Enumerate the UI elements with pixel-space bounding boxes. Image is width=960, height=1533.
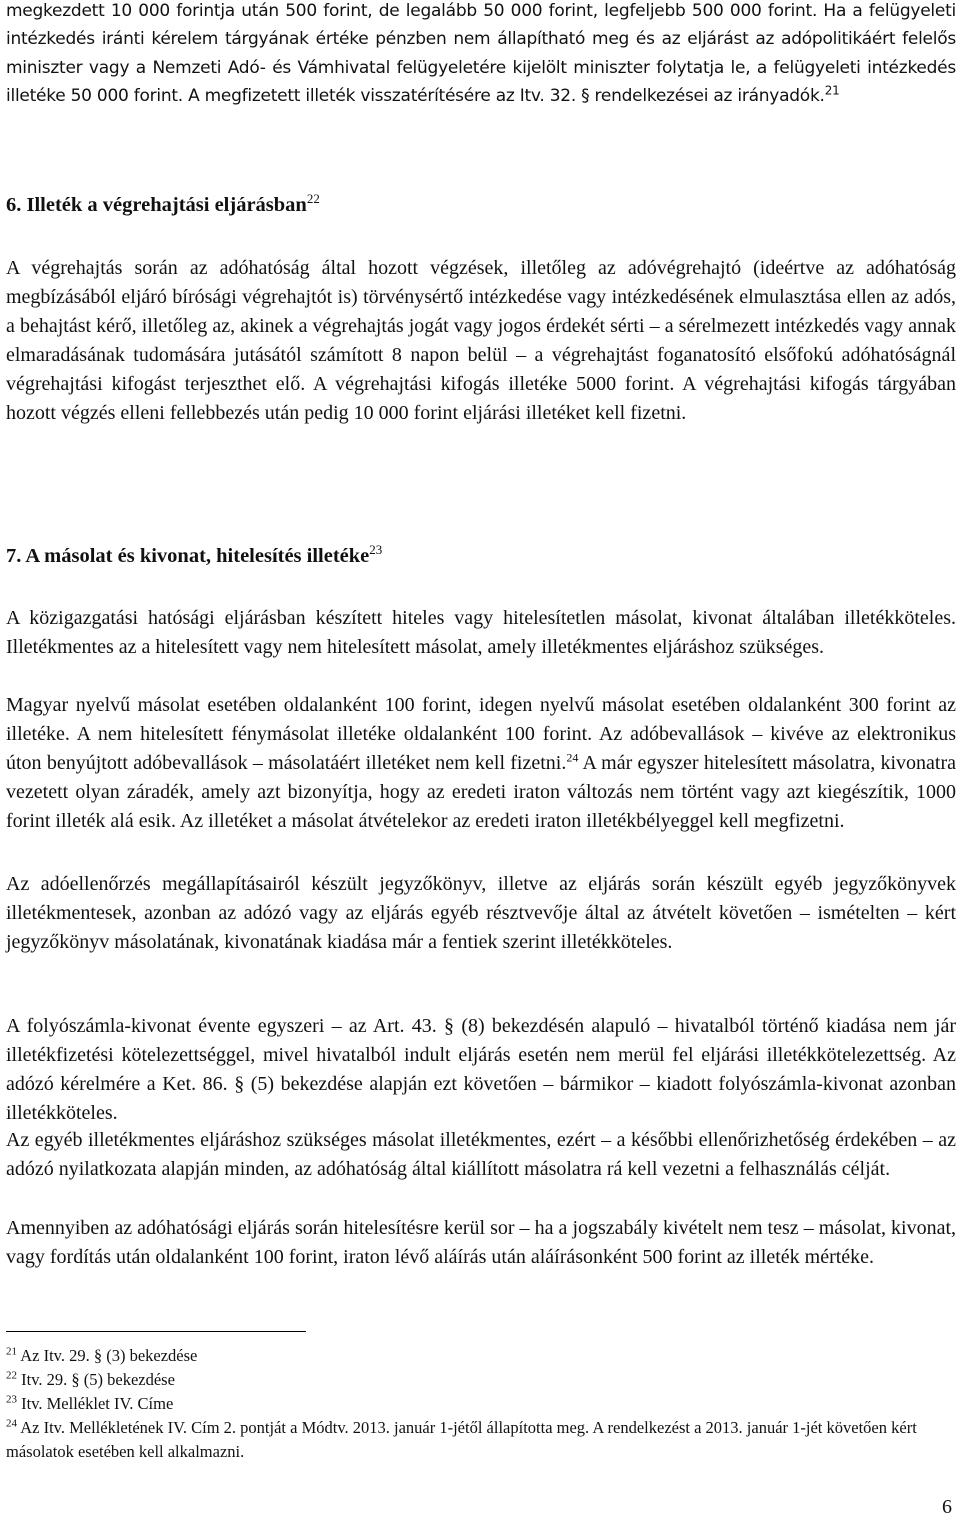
section-7-paragraph-1: A közigazgatási hatósági eljárásban készített hiteles vagy hitelesítetlen másolat, kivonat általában illetékköteles. Illetékmentes az a hitelesített vagy nem hitelesített másolat, amely illetékmentes eljáráshoz szükséges. (6, 607, 956, 658)
section-6-heading: 6. Illeték a végrehajtási eljárásban$^{22}$ (6, 191, 320, 216)
footnote-23: $^{23}$ Itv. Melléklet IV. Címe (6, 1393, 174, 1413)
section-7-paragraph-3: Az adóellenőrzés megállapításairól készült jegyzőkönyv, illetve az eljárás során készült egyéb jegyzőkönyvek illetékmentesek, azonban az adózó vagy az eljárás egyéb résztvevője által az átvételt követően – ismételten – kért jegyzőkönyv másolatának, kivonatának kiadása már a fentiek szerint illetékköteles. (6, 873, 956, 953)
section-6-body: A végrehajtás során az adóhatóság által hozott végzések, illetőleg az adóvégrehajtó (ideértve az adóhatóság megbízásából eljáró bírósági végrehajtót is) törvénysértő intézkedése vagy intézkedésének elmulasztása ellen az adós, a behajtást kérő, illetőleg az, akinek a végrehajtás jogát vagy jogos érdekét sérti – a sérelmezett intézkedés vagy annak elmaradásának tudomására jutásától számított 8 napon belül – a végrehajtást foganatosító elsőfokú adóhatóságnál végrehajtási kifogást terjeszthet elő. A végrehajtási kifogás illetéke 5000 forint. A végrehajtási kifogás tárgyában hozott végzés elleni fellebbezés után pedig 10 000 forint eljárási illetéket kell fizetni. (6, 257, 956, 424)
intro-paragraph: megkezdett 10 000 forintja után 500 forint, de legalább 50 000 forint, legfeljebb 500 000 forint. Ha a felügyeleti intézkedés iránti kérelem tárgyának értéke pénzben nem állapítható meg és az eljárást az adópolitikáért felelős miniszter vagy a Nemzeti Adó- és Vámhivatal felügyeletére kijelölt miniszter folytatja le, a felügyeleti intézkedés illetéke 50 000 forint. A megfizetett illeték visszatérítésére az Itv. 32. § rendelkezései az irányadók.$^{21}$ (6, 1, 956, 106)
footnote-ref-23[interactable]: 23 (369, 542, 383, 558)
section-7-paragraph-5: Az egyéb illetékmentes eljáráshoz szükséges másolat illetékmentes, ezért – a későbbi ellenőrizhetőség érdekében – az adózó nyilatkozata alapján minden, az adóhatóság által kiállított másolatra rá kell vezetni a felhasználás célját. (6, 1129, 956, 1180)
footnote-22: $^{22}$ Itv. 29. § (5) bekezdése (6, 1369, 175, 1389)
footnote-21: $^{21}$ Az Itv. 29. § (3) bekezdése (6, 1345, 198, 1365)
section-7-paragraph-6: Amennyiben az adóhatósági eljárás során hitelesítésre kerül sor – ha a jogszabály kivételt nem tesz – másolat, kivonat, vagy fordítás után oldalanként 100 forint, iraton lévő aláírás után aláírásonként 500 forint az illeték mértéke. (6, 1217, 956, 1268)
footnote-divider (6, 1331, 306, 1332)
footnote-ref-24[interactable]: 24 (566, 750, 579, 765)
footnote-ref-22[interactable]: 22 (306, 191, 320, 207)
section-7-paragraph-4: A folyószámla-kivonat évente egyszeri – az Art. 43. § (8) bekezdésén alapuló – hivatalból történő kiadása nem jár illetékfizetési kötelezettséggel, mivel hivatalból indult eljárás esetén nem merül fel eljárási illetékkötelezettség. Az adózó kérelmére a Ket. 86. § (5) bekezdése alapján ezt követően – bármikor – kiadott folyószámla-kivonat azonban illetékköteles. (6, 1015, 956, 1124)
footnote-24: $^{24}$ Az Itv. Mellékletének IV. Cím 2. pontját a Módtv. 2013. január 1-jétől állapította meg. A rendelkezést a 2013. január 1-jét követően kért másolatok esetében kell alkalmazni. (6, 1417, 917, 1461)
section-7-heading: 7. A másolat és kivonat, hitelesítés illetéke$^{23}$ (6, 542, 383, 567)
page-number: 6 (942, 1496, 952, 1518)
section-7-paragraph-2: Magyar nyelvű másolat esetében oldalanként 100 forint, idegen nyelvű másolat esetében oldalanként 300 forint az illetéke. A nem hitelesített fénymásolat illetéke oldalanként 100 forint. Az adóbevallások – kivéve az elektronikus úton benyújtott adóbevallások – másolatáért illetéket nem kell fizetni.$^{24}$ A már egyszer hitelesített másolatra, kivonatra vezetett olyan záradék, amely azt bizonyítja, hogy az eredeti iraton változás nem történt vagy azt kiegészítik, 1000 forint illeték alá esik. Az illetéket a másolat átvételekor az eredeti iraton illetékbélyeggel kell megfizetni. (6, 694, 956, 832)
footnote-ref-21[interactable]: 21 (824, 83, 840, 98)
